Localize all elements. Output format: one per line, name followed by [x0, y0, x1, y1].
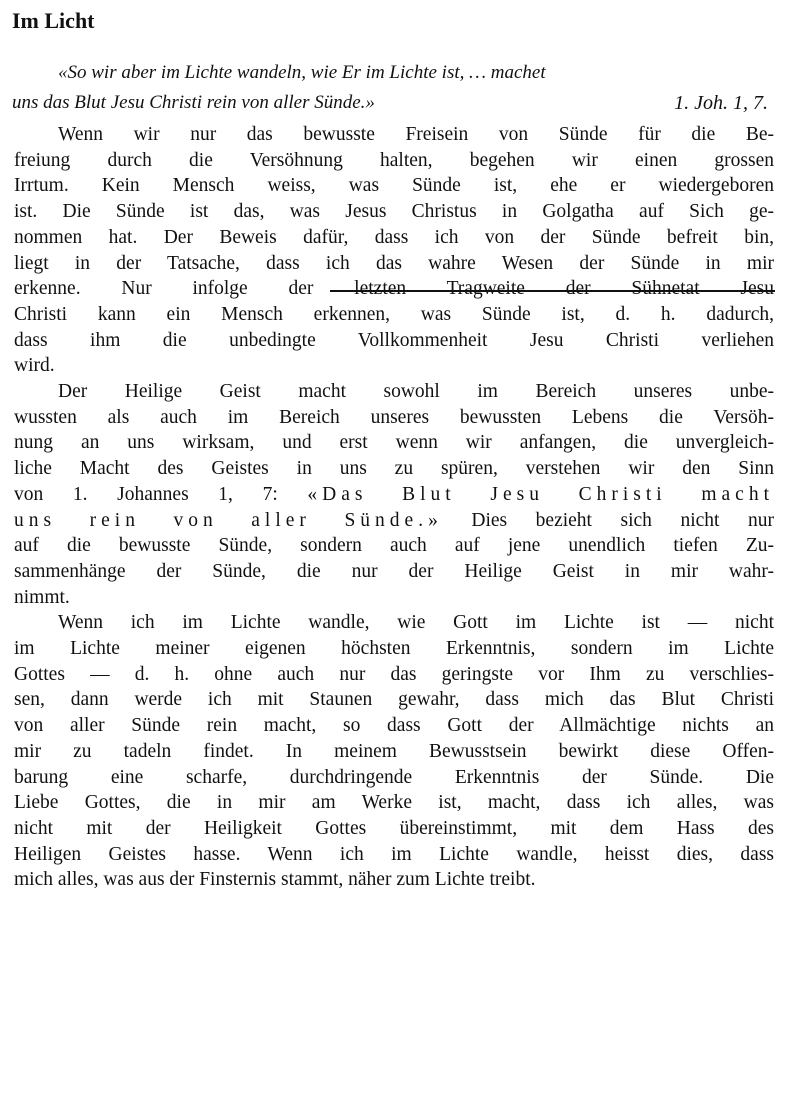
text-line: Wenn ich im Lichte wandle, wie Gott im Lichte ist — nicht	[58, 612, 774, 634]
body-text	[14, 122, 774, 893]
text-line: liegt in der Tatsache, dass ich das wahre Wesen der Sünde in mir	[14, 252, 774, 274]
page-title: Im Licht	[12, 8, 95, 33]
verse-intro: von 1. Johannes 1, 7:	[14, 483, 308, 505]
text-line-verse	[14, 508, 774, 534]
text-line: wird.	[14, 355, 55, 377]
text-line: Irrtum. Kein Mensch weiss, was Sünde ist, ehe er wiedergeboren	[14, 175, 774, 197]
text-line: sammenhänge der Sünde, die nur der Heilige Geist in mir wahr-	[14, 560, 774, 582]
text-line: wussten als auch im Bereich unseres bewussten Lebens die Versöh-	[14, 406, 774, 428]
text-line: Der Heilige Geist macht sowohl im Bereich unseres unbe-	[58, 381, 774, 403]
text-line: ist. Die Sünde ist das, was Jesus Christus in Golgatha auf Sich ge-	[14, 201, 774, 223]
motto	[12, 58, 772, 118]
text-line: freiung durch die Versöhnung halten, begehen wir einen grossen	[14, 149, 774, 171]
text-line: liche Macht des Geistes in uns zu spüren, verstehen wir den Sinn	[14, 458, 774, 480]
strike-through-mark	[330, 290, 775, 292]
text-line: im Lichte meiner eigenen höchsten Erkenntnis, sondern im Lichte	[14, 638, 774, 660]
text-line: auf die bewusste Sünde, sondern auch auf jene unendlich tiefen Zu-	[14, 535, 774, 557]
text-line: Christi kann ein Mensch erkennen, was Sünde ist, d. h. dadurch,	[14, 303, 774, 325]
verse-quote-part-2: uns rein von aller Sünde.»	[14, 509, 443, 531]
text-line: sen, dann werde ich mit Staunen gewahr, dass mich das Blut Christi	[14, 689, 774, 711]
text-line: Liebe Gottes, die in mir am Werke ist, macht, dass ich alles, was	[14, 792, 774, 814]
text-line: mich alles, was aus der Finsternis stammt, näher zum Lichte treibt.	[14, 869, 536, 891]
text-line: von aller Sünde rein macht, so dass Gott der Allmächtige nichts an	[14, 715, 774, 737]
text-line: nung an uns wirksam, und erst wenn wir anfangen, die unvergleich-	[14, 432, 774, 454]
text-line: nimmt.	[14, 586, 70, 608]
motto-reference: 1. Joh. 1, 7.	[674, 92, 768, 114]
text-line: dass ihm die unbedingte Vollkommenheit Jesu Christi verliehen	[14, 329, 774, 351]
text-line: Gottes — d. h. ohne auch nur das geringste vor Ihm zu verschlies-	[14, 663, 774, 685]
text-line-verse	[14, 482, 774, 508]
after-verse: Dies bezieht sich nicht nur	[442, 509, 774, 531]
text-line: erkenne. Nur infolge der letzten Tragweite der Sühnetat Jesu	[14, 278, 774, 300]
motto-line-2: uns das Blut Jesu Christi rein von aller Sünde.»	[12, 92, 375, 113]
paragraph-2	[14, 379, 774, 610]
text-line: nommen hat. Der Beweis dafür, dass ich von der Sünde befreit bin,	[14, 226, 774, 248]
text-line: Heiligen Geistes hasse. Wenn ich im Lichte wandle, heisst dies, dass	[14, 843, 774, 865]
motto-line-1: «So wir aber im Lichte wandeln, wie Er im Lichte ist, … machet	[58, 62, 546, 83]
paragraph-1	[14, 122, 774, 379]
text-line: barung eine scharfe, durchdringende Erkenntnis der Sünde. Die	[14, 766, 774, 788]
text-line: nicht mit der Heiligkeit Gottes übereinstimmt, mit dem Hass des	[14, 817, 774, 839]
verse-quote-part-1: «Das Blut Jesu Christi macht	[307, 483, 774, 505]
paragraph-3	[14, 610, 774, 893]
text-line: mir zu tadeln findet. In meinem Bewusstsein bewirkt diese Offen-	[14, 740, 774, 762]
text-line: Wenn wir nur das bewusste Freisein von Sünde für die Be-	[58, 124, 774, 145]
